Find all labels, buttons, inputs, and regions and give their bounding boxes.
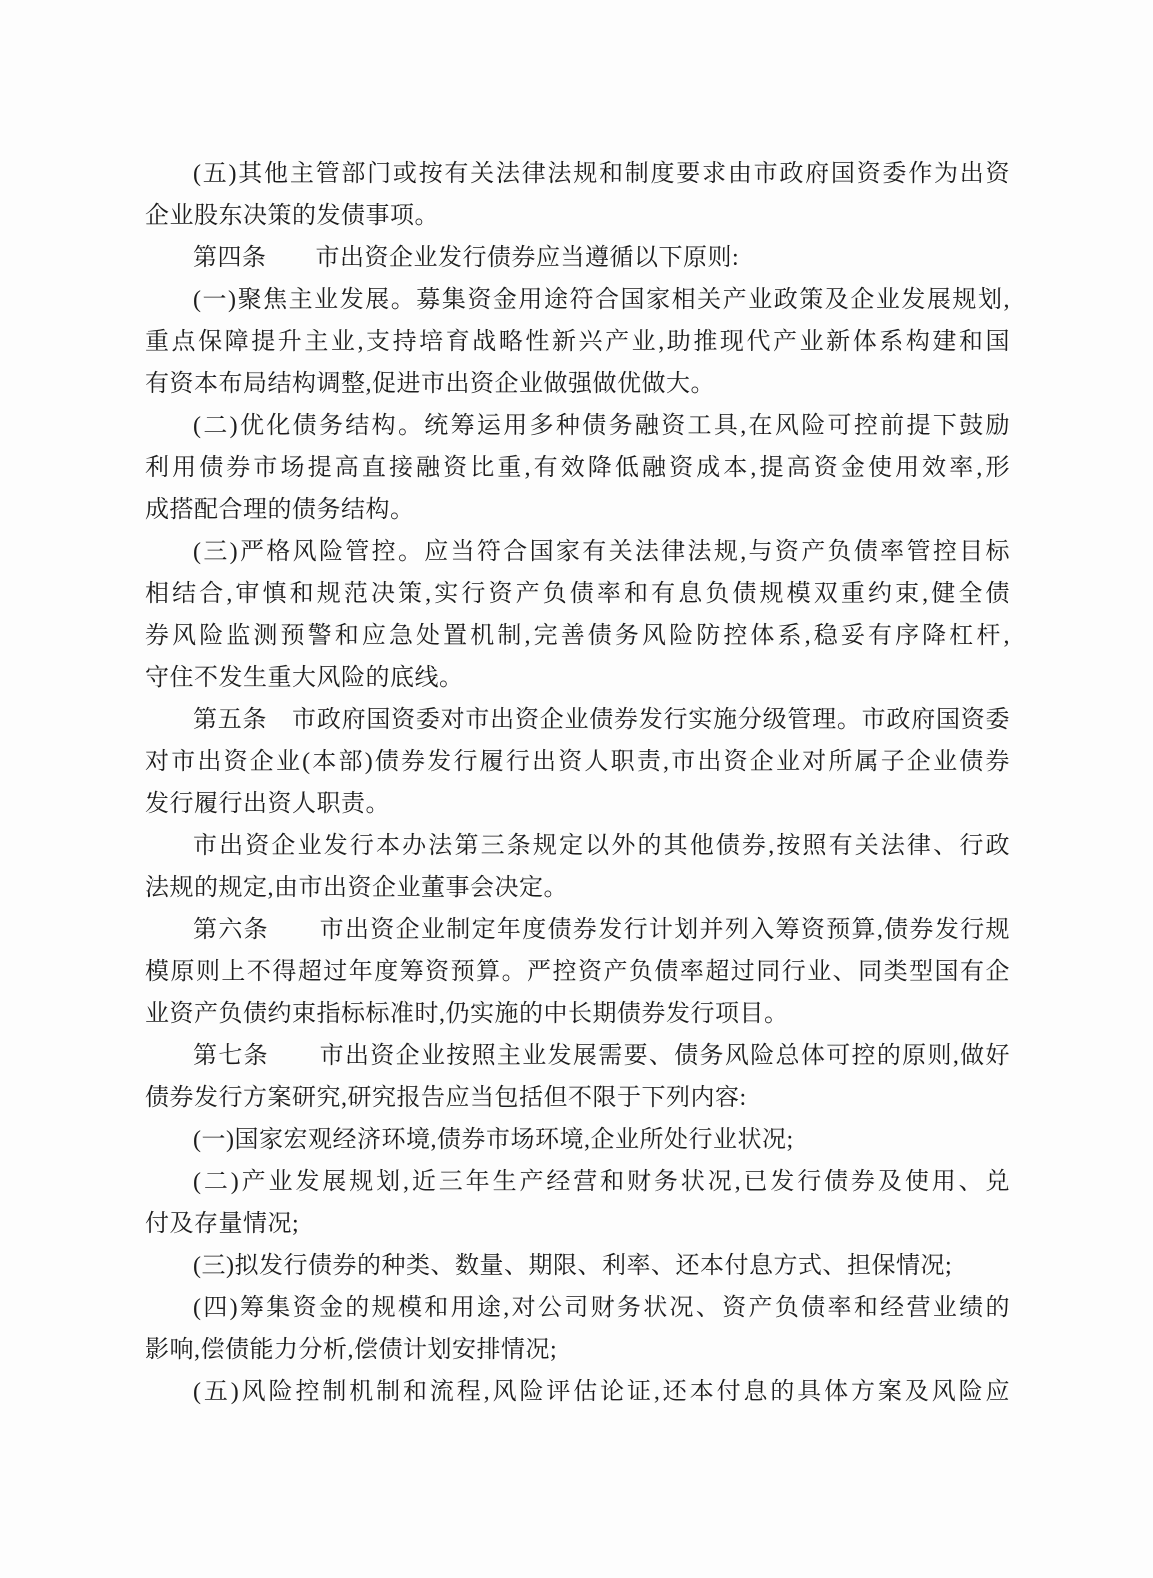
text-line: 利用债券市场提高直接融资比重,有效降低融资成本,提高资金使用效率,形 xyxy=(145,455,1010,481)
text-line: 守住不发生重大风险的底线。 xyxy=(145,665,464,691)
text-line: 企业股东决策的发债事项。 xyxy=(145,203,439,229)
text-line: (三)拟发行债券的种类、数量、期限、利率、还本付息方式、担保情况; xyxy=(193,1253,953,1279)
text-line: (二)产业发展规划,近三年生产经营和财务状况,已发行债券及使用、兑 xyxy=(193,1169,1010,1195)
document-body xyxy=(145,153,1010,1413)
paragraph xyxy=(145,1245,1010,1287)
paragraph xyxy=(145,237,1010,279)
paragraph xyxy=(145,699,1010,825)
paragraph xyxy=(145,825,1010,909)
text-line: 相结合,审慎和规范决策,实行资产负债率和有息负债规模双重约束,健全债 xyxy=(145,581,1010,607)
text-line: (五)风险控制机制和流程,风险评估论证,还本付息的具体方案及风险应 xyxy=(193,1379,1010,1405)
text-line: 发行履行出资人职责。 xyxy=(145,791,390,817)
text-line: (四)筹集资金的规模和用途,对公司财务状况、资产负债率和经营业绩的 xyxy=(193,1295,1010,1321)
text-line: 影响,偿债能力分析,偿债计划安排情况; xyxy=(145,1337,558,1363)
text-line: 法规的规定,由市出资企业董事会决定。 xyxy=(145,875,568,901)
text-line: 第七条 市出资企业按照主业发展需要、债务风险总体可控的原则,做好 xyxy=(193,1043,1010,1069)
text-line: 市出资企业发行本办法第三条规定以外的其他债券,按照有关法律、行政 xyxy=(193,833,1010,859)
text-line: 成搭配合理的债务结构。 xyxy=(145,497,415,523)
text-line: (一)国家宏观经济环境,债券市场环境,企业所处行业状况; xyxy=(193,1127,794,1153)
text-line: 重点保障提升主业,支持培育战略性新兴产业,助推现代产业新体系构建和国 xyxy=(145,329,1010,355)
paragraph xyxy=(145,531,1010,699)
text-line: 第四条 市出资企业发行债券应当遵循以下原则: xyxy=(193,245,740,271)
paragraph xyxy=(145,1161,1010,1245)
text-line: (五)其他主管部门或按有关法律法规和制度要求由市政府国资委作为出资 xyxy=(193,161,1010,187)
text-line: 第五条 市政府国资委对市出资企业债券发行实施分级管理。市政府国资委 xyxy=(193,707,1010,733)
text-line: (二)优化债务结构。统筹运用多种债务融资工具,在风险可控前提下鼓励 xyxy=(193,413,1010,439)
text-line: (三)严格风险管控。应当符合国家有关法律法规,与资产负债率管控目标 xyxy=(193,539,1010,565)
text-line: 业资产负债约束指标标准时,仍实施的中长期债券发行项目。 xyxy=(145,1001,789,1027)
paragraph xyxy=(145,153,1010,237)
paragraph xyxy=(145,909,1010,1035)
paragraph xyxy=(145,1035,1010,1119)
text-line: 券风险监测预警和应急处置机制,完善债务风险防控体系,稳妥有序降杠杆, xyxy=(145,623,1010,649)
text-line: 有资本布局结构调整,促进市出资企业做强做优做大。 xyxy=(145,371,715,397)
paragraph xyxy=(145,1119,1010,1161)
text-line: 债券发行方案研究,研究报告应当包括但不限于下列内容: xyxy=(145,1085,747,1111)
text-line: (一)聚焦主业发展。募集资金用途符合国家相关产业政策及企业发展规划, xyxy=(193,287,1010,313)
paragraph xyxy=(145,279,1010,405)
paragraph xyxy=(145,1287,1010,1371)
text-line: 对市出资企业(本部)债券发行履行出资人职责,市出资企业对所属子企业债券 xyxy=(145,749,1010,775)
text-line: 模原则上不得超过年度筹资预算。严控资产负债率超过同行业、同类型国有企 xyxy=(145,959,1010,985)
text-line: 第六条 市出资企业制定年度债券发行计划并列入筹资预算,债券发行规 xyxy=(193,917,1010,943)
paragraph xyxy=(145,405,1010,531)
paragraph xyxy=(145,1371,1010,1413)
text-line: 付及存量情况; xyxy=(145,1211,300,1237)
